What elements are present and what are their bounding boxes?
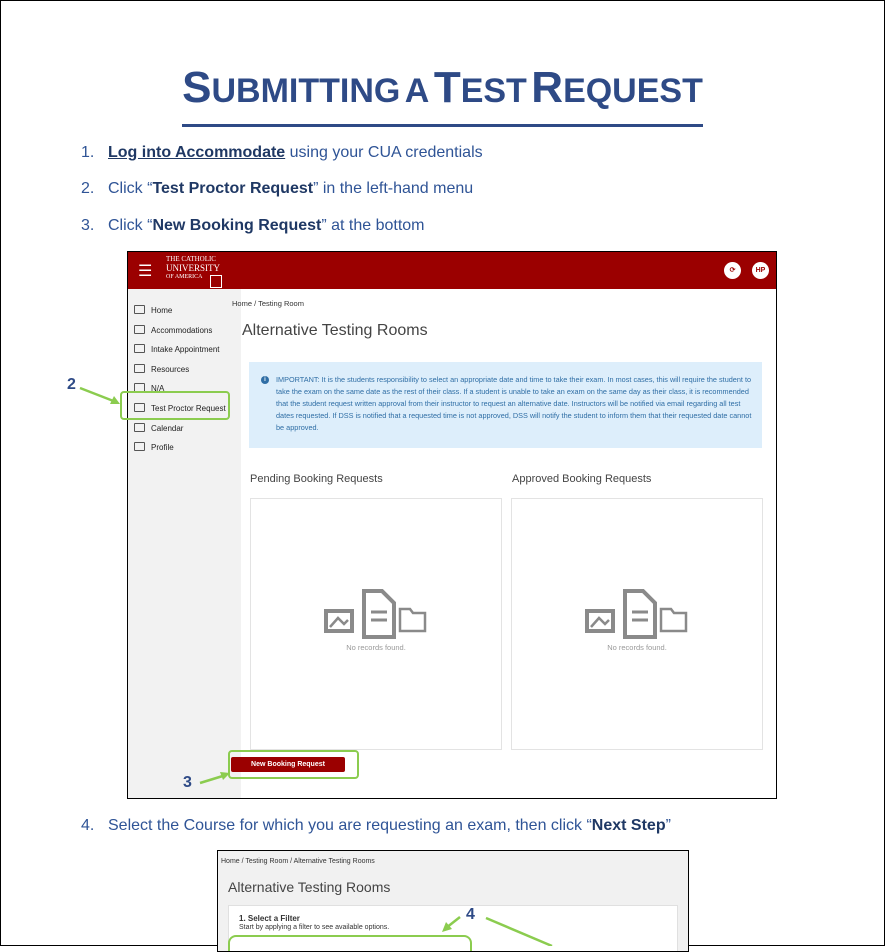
avatar[interactable]: HP [752,262,769,279]
approved-pane [511,498,763,750]
title-cap-s: S [182,63,212,112]
sidebar-label: Test Proctor Request [151,404,226,413]
no-records-text: No records found. [607,643,667,652]
title-rest-4: EQUEST [563,72,703,110]
notice-text: IMPORTANT: It is the students responsibility to select an appropriate date and time to take their exam. In most cases, this will require the student to take the exam on the same date as the rest of their class. If a student is unable to take an exam on the same day as their class, it is recommended that the student request written approval from their instructor to request an alternative date. Instructors will be notified via email regarding all test dates requested. If DSS is notified that a requested time is not approved, DSS will notify the student to inform them that their requested date cannot be approved. [276,375,752,432]
title-cap-r: R [531,63,564,112]
step-text: Click “ [108,180,153,197]
gear-icon [134,442,145,451]
title-rest-3: EST [460,72,527,110]
accommodate-login-link[interactable]: Log into Accommodate [108,144,286,161]
empty-docs-icon [585,589,689,641]
sidebar-label: N/A [151,384,165,393]
highlight-new-booking [228,750,359,779]
sidebar-item-home[interactable] [134,304,172,318]
sidebar-label: Resources [151,365,190,374]
approved-title: Approved Booking Requests [512,473,652,485]
step-number: 1. [81,144,95,161]
hamburger-icon[interactable]: ☰ [138,263,153,280]
logo-line-1: THE CATHOLIC [166,255,216,263]
arrow-icon [198,770,232,786]
step-bold: Next Step [591,817,666,834]
arrow-icon [78,386,122,406]
step-4 [81,817,671,835]
new-booking-request-button[interactable]: New Booking Request [231,757,345,772]
logo-line-3: OF AMERICA [166,274,203,280]
alt-testing-title: Alternative Testing Rooms [228,879,391,895]
breadcrumb: Home / Testing Room / Alternative Testing Rooms [221,858,375,865]
sidebar-label: Accommodations [151,326,213,335]
sidebar-label: Profile [151,443,174,452]
no-records-text: No records found. [346,643,406,652]
sidebar-item-profile[interactable] [134,441,174,455]
step-text: ” [665,817,671,834]
folder-icon [134,364,145,373]
step-number: 2. [81,180,95,197]
help-icon[interactable]: ⟳ [724,262,741,279]
calendar-icon [134,423,145,432]
callout-2: 2 [67,376,76,393]
pending-title: Pending Booking Requests [250,473,383,485]
step-2 [81,180,473,198]
sidebar-item-resources[interactable] [134,363,189,377]
highlight-test-proctor [120,391,230,420]
logo-line-2: UNIVERSITY [166,263,220,273]
sidebar-item-intake[interactable] [134,343,220,357]
step-text: using your CUA credentials [285,144,483,161]
empty-docs-icon [324,589,428,641]
app-topbar [128,252,776,289]
info-icon: i [261,376,269,384]
accommodations-icon [134,325,145,334]
step-text: Select the Course for which you are requesting an exam, then click “ [108,817,592,834]
step-number: 4. [81,817,95,834]
step-1 [81,144,483,162]
sidebar-label: Intake Appointment [151,345,220,354]
filter-title: 1. Select a Filter [239,914,300,923]
sidebar-item-accommodations[interactable] [134,324,212,338]
title-word-a: A [404,72,430,110]
step-text: ” at the bottom [321,217,425,234]
cua-logo [166,255,220,282]
title-rest-1: UBMITTING [211,72,401,110]
sidebar-label: Home [151,306,173,315]
step-bold: New Booking Request [152,217,322,234]
step-text: Click “ [108,217,153,234]
sidebar-item-calendar[interactable] [134,422,183,436]
callout-3: 3 [183,774,192,791]
breadcrumb: Home / Testing Room [232,299,304,308]
accommodate-screenshot [127,251,777,799]
page-title [0,62,885,127]
step-bold: Test Proctor Request [152,180,314,197]
home-icon [134,305,145,314]
highlight-course-select [228,935,472,952]
sidebar-label: Calendar [151,424,184,433]
pending-pane [250,498,502,750]
step-number: 3. [81,217,95,234]
shield-icon [210,275,222,288]
step-text: ” in the left-hand menu [313,180,474,197]
arrow-icon [440,914,560,946]
step-3 [81,217,425,235]
sidebar [128,289,241,798]
callout-4: 4 [466,906,475,923]
title-cap-t: T [433,63,461,112]
important-notice [249,362,762,448]
alt-testing-title: Alternative Testing Rooms [242,322,428,339]
intake-icon [134,344,145,353]
filter-subtitle: Start by applying a filter to see available options. [239,924,390,931]
